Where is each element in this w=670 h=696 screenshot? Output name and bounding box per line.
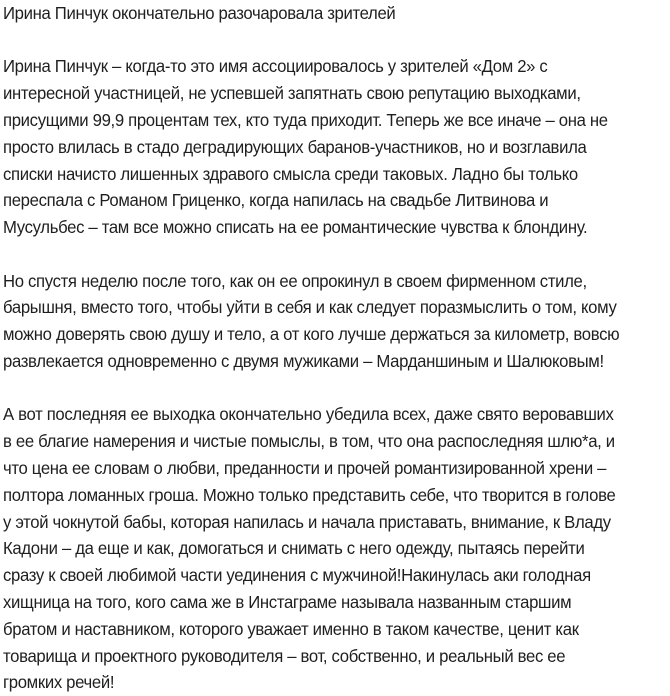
paragraph-3 bbox=[3, 401, 662, 696]
paragraph-line: развлекается одновременно с двумя мужиками – Марданшиным и Шалюковым! bbox=[3, 350, 604, 371]
paragraph-line: Но спустя неделю после того, как он ее опрокинул в своем фирменном стиле, bbox=[3, 270, 587, 291]
paragraph-line: Ирина Пинчук – когда-то это имя ассоциировалось у зрителей «Дом 2» с bbox=[3, 56, 548, 77]
paragraph-line: интересной участницей, не успевшей запятнать свою репутацию выходками, bbox=[3, 83, 581, 104]
paragraph-line: просто влилась в стадо деградирующих баранов-участников, но и возглавила bbox=[3, 136, 587, 157]
paragraph-line: хищница на того, кого сама же в Инстаграме называла названным старшим bbox=[3, 591, 572, 612]
paragraph-2 bbox=[3, 268, 662, 375]
paragraph-line: братом и наставником, которого уважает именно в таком качестве, ценит как bbox=[3, 618, 579, 639]
paragraph-1 bbox=[3, 53, 662, 241]
paragraph-line: в ее благие намерения и чистые помыслы, в том, что она распоследняя шлю*а, и bbox=[3, 431, 615, 452]
paragraph-line: барышня, вместо того, чтобы уйти в себя и как следует поразмыслить о том, кому bbox=[3, 297, 617, 318]
paragraph-line: списки начисто лишенных здравого смысла среди таковых. Ладно бы только bbox=[3, 163, 578, 184]
paragraph-line: можно доверять свою душу и тело, а от кого лучше держаться за километр, вовсю bbox=[3, 324, 620, 345]
article-title: Ирина Пинчук окончательно разочаровала зрителей bbox=[3, 3, 396, 23]
paragraph-line: что цена ее словам о любви, преданности и прочей романтизированной хрени – bbox=[3, 457, 607, 478]
paragraph-line: переспала с Романом Гриценко, когда напилась на свадьбе Литвинова и bbox=[3, 190, 549, 211]
paragraph-line: товарища и проектного руководителя – вот, собственно, и реальный вес ее bbox=[3, 645, 566, 666]
paragraph-line: громких речей! bbox=[3, 672, 115, 693]
paragraph-line: Кадони – да еще и как, домогаться и снимать с него одежду, пытаясь перейти bbox=[3, 538, 585, 559]
paragraph-line: сразу к своей любимой части уединения с мужчиной!Накинулась аки голодная bbox=[3, 565, 591, 586]
article bbox=[3, 0, 662, 696]
paragraph-line: присущими 99,9 процентам тех, кто туда приходит. Теперь же все иначе – она не bbox=[3, 109, 608, 130]
paragraph-line: А вот последняя ее выходка окончательно убедила всех, даже свято веровавших bbox=[3, 404, 614, 425]
paragraph-line: полтора ломанных гроша. Можно только представить себе, что творится в голове bbox=[3, 484, 616, 505]
paragraph-line: у этой чокнутой бабы, которая напилась и начала приставать, внимание, к Владу bbox=[3, 511, 611, 532]
paragraph-line: Мусульбес – там все можно списать на ее романтические чувства к блондину. bbox=[3, 217, 588, 238]
